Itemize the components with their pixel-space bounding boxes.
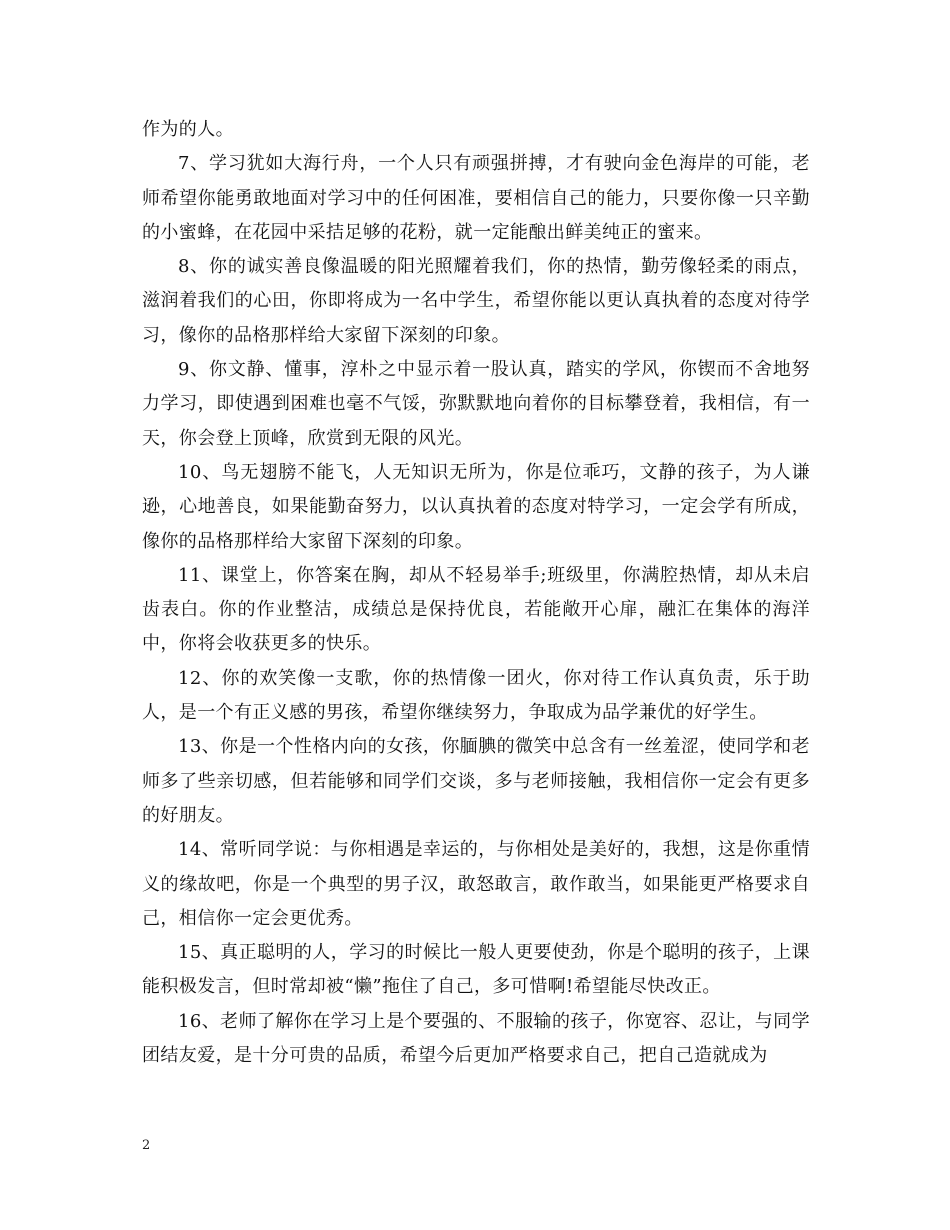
- paragraph-comment-12: 12、你的欢笑像一支歌，你的热情像一团火，你对待工作认真负责，乐于助人，是一个有正义感的男孩，希望你继续努力，争取成为品学兼优的好学生。: [142, 667, 810, 724]
- document-body: [142, 113, 810, 1073]
- paragraph-comment-16: 16、老师了解你在学习上是个要强的、不服输的孩子，你宽容、忍让，与同学团结友爱，是十分可贵的品质，希望今后更加严格要求自己，把自己造就成为: [142, 1010, 810, 1067]
- paragraph-comment-8: 8、你的诚实善良像温暖的阳光照耀着我们，你的热情，勤劳像轻柔的雨点，滋润着我们的心田，你即将成为一名中学生，希望你能以更认真执着的态度对待学习，像你的品格那样给大家留下深刻的印象。: [142, 256, 810, 346]
- paragraph-continuation: 作为的人。: [142, 119, 234, 140]
- paragraph-comment-15: 15、真正聪明的人，学习的时候比一般人更要使劲，你是个聪明的孩子，上课能积极发言，但时常却被“懒”拖住了自己，多可惜啊!希望能尽快改正。: [142, 942, 810, 998]
- paragraph-comment-7: 7、学习犹如大海行舟，一个人只有顽强拼搏，才有驶向金色海岸的可能，老师希望你能勇敢地面对学习中的任何困准，要相信自己的能力，只要你像一只辛勤的小蜜蜂，在花园中采拮足够的花粉，就一定能酿出鲜美纯正的蜜来。: [142, 153, 810, 243]
- paragraph-comment-13: 13、你是一个性格内向的女孩，你腼腆的微笑中总含有一丝羞涩，使同学和老师多了些亲切感，但若能够和同学们交谈，多与老师接触，我相信你一定会有更多的好朋友。: [142, 736, 810, 826]
- paragraph-comment-9: 9、你文静、懂事，淳朴之中显示着一股认真，踏实的学风，你锲而不舍地努力学习，即使遇到困难也毫不气馁，弥默默地向着你的目标攀登着，我相信，有一天，你会登上顶峰，欣赏到无限的风光。: [142, 359, 810, 449]
- paragraph-comment-14: 14、常听同学说：与你相遇是幸运的，与你相处是美好的，我想，这是你重情义的缘故吧，你是一个典型的男子汉，敢怒敢言，敢作敢当，如果能更严格要求自己，相信你一定会更优秀。: [142, 839, 810, 929]
- page-number: 2: [142, 1138, 151, 1153]
- paragraph-comment-10: 10、鸟无翅膀不能飞，人无知识无所为，你是位乖巧，文静的孩子，为人谦逊，心地善良，如果能勤奋努力，以认真执着的态度对特学习，一定会学有所成，像你的品格那样给大家留下深刻的印象。: [142, 461, 810, 552]
- paragraph-comment-11: 11、课堂上，你答案在胸，却从不轻易举手;班级里，你满腔热情，却从未启齿表白。你的作业整洁，成绩总是保持优良，若能敞开心扉，融汇在集体的海洋中，你将会收获更多的快乐。: [142, 564, 810, 655]
